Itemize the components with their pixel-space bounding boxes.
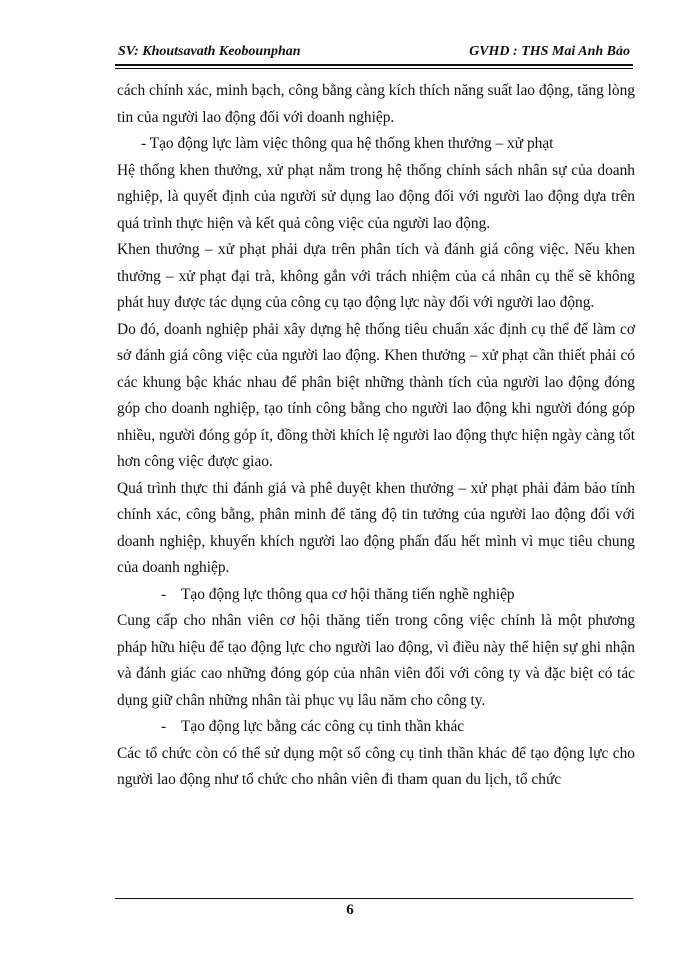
bullet-heading <box>117 714 635 741</box>
paragraph: Khen thưởng – xử phạt phải dựa trên phân tích và đánh giá công việc. Nếu khen thưởng – xử phạt đại trà, không gắn với trách nhiệm của cá nhân cụ thể sẽ không phát huy được tác dụng của công cụ tạo động lực này đối với người lao động. <box>117 241 635 311</box>
footer-rule <box>115 898 633 899</box>
bullet-text: Tạo động lực bằng các công cụ tinh thần khác <box>181 718 465 735</box>
bullet-text: Tạo động lực thông qua cơ hội thăng tiến nghề nghiệp <box>181 585 515 603</box>
page-header <box>115 44 633 62</box>
bullet-dash: - <box>161 718 167 735</box>
bullet-dash: - <box>161 585 167 603</box>
supervisor-name: GVHD : THS Mai Anh Bảo <box>469 44 630 59</box>
paragraph: Quá trình thực thi đánh giá và phê duyệt khen thưởng – xử phạt phải đảm bảo tính chính xác, công bằng, phân minh để tăng độ tin tưởng của người lao động đối với doanh nghiệp, khuyến khích người lao động phấn đấu hết mình vì mục tiêu chung của doanh nghiệp. <box>117 479 635 576</box>
paragraph: Cung cấp cho nhân viên cơ hội thăng tiến trong công việc chính là một phương pháp hữu hiệu để tạo động lực cho người lao động, vì điều này thể hiện sự ghi nhận và đánh giác cao những đóng góp của nhân viên đối với công ty và đặc biệt có tác dụng giữ chân những nhân tài phục vụ lâu năm cho công ty. <box>117 612 635 709</box>
subheading: - Tạo động lực làm việc thông qua hệ thống khen thưởng – xử phạt <box>141 135 554 152</box>
bullet-heading <box>117 582 635 609</box>
paragraph: Các tổ chức còn có thể sử dụng một số công cụ tinh thần khác để tạo động lực cho người lao động như tổ chức cho nhân viên đi tham quan du lịch, tổ chức <box>117 744 635 788</box>
header-rule-thin <box>115 68 633 69</box>
paragraph: Hệ thống khen thưởng, xử phạt nằm trong hệ thống chính sách nhân sự của doanh nghiệp, là quyết định của người sử dụng lao động đối với người lao động dựa trên quá trình thực hiện và kết quả công việc của người lao động. <box>117 161 635 232</box>
paragraph: Do đó, doanh nghiệp phải xây dựng hệ thống tiêu chuẩn xác định cụ thể để làm cơ sở đánh giá công việc của người lao động. Khen thưởng – xử phạt cần thiết phải có các khung bậc khác nhau để phân biệt những thành tích của người lao động đóng góp cho doanh nghiệp, tạo tính công bằng cho người lao động khi người đóng góp nhiều, người đóng góp ít, đồng thời khích lệ người lao động thực hiện ngày càng tốt hơn công việc được giao. <box>117 320 635 470</box>
student-name: SV: Khoutsavath Keobounphan <box>118 44 301 59</box>
paragraph: cách chính xác, minh bạch, công bằng càng kích thích năng suất lao động, tăng lòng tin của người lao động đối với doanh nghiệp. <box>117 82 635 126</box>
document-body <box>117 78 635 794</box>
page-number: 6 <box>346 902 354 918</box>
header-rule-thick <box>115 64 633 66</box>
